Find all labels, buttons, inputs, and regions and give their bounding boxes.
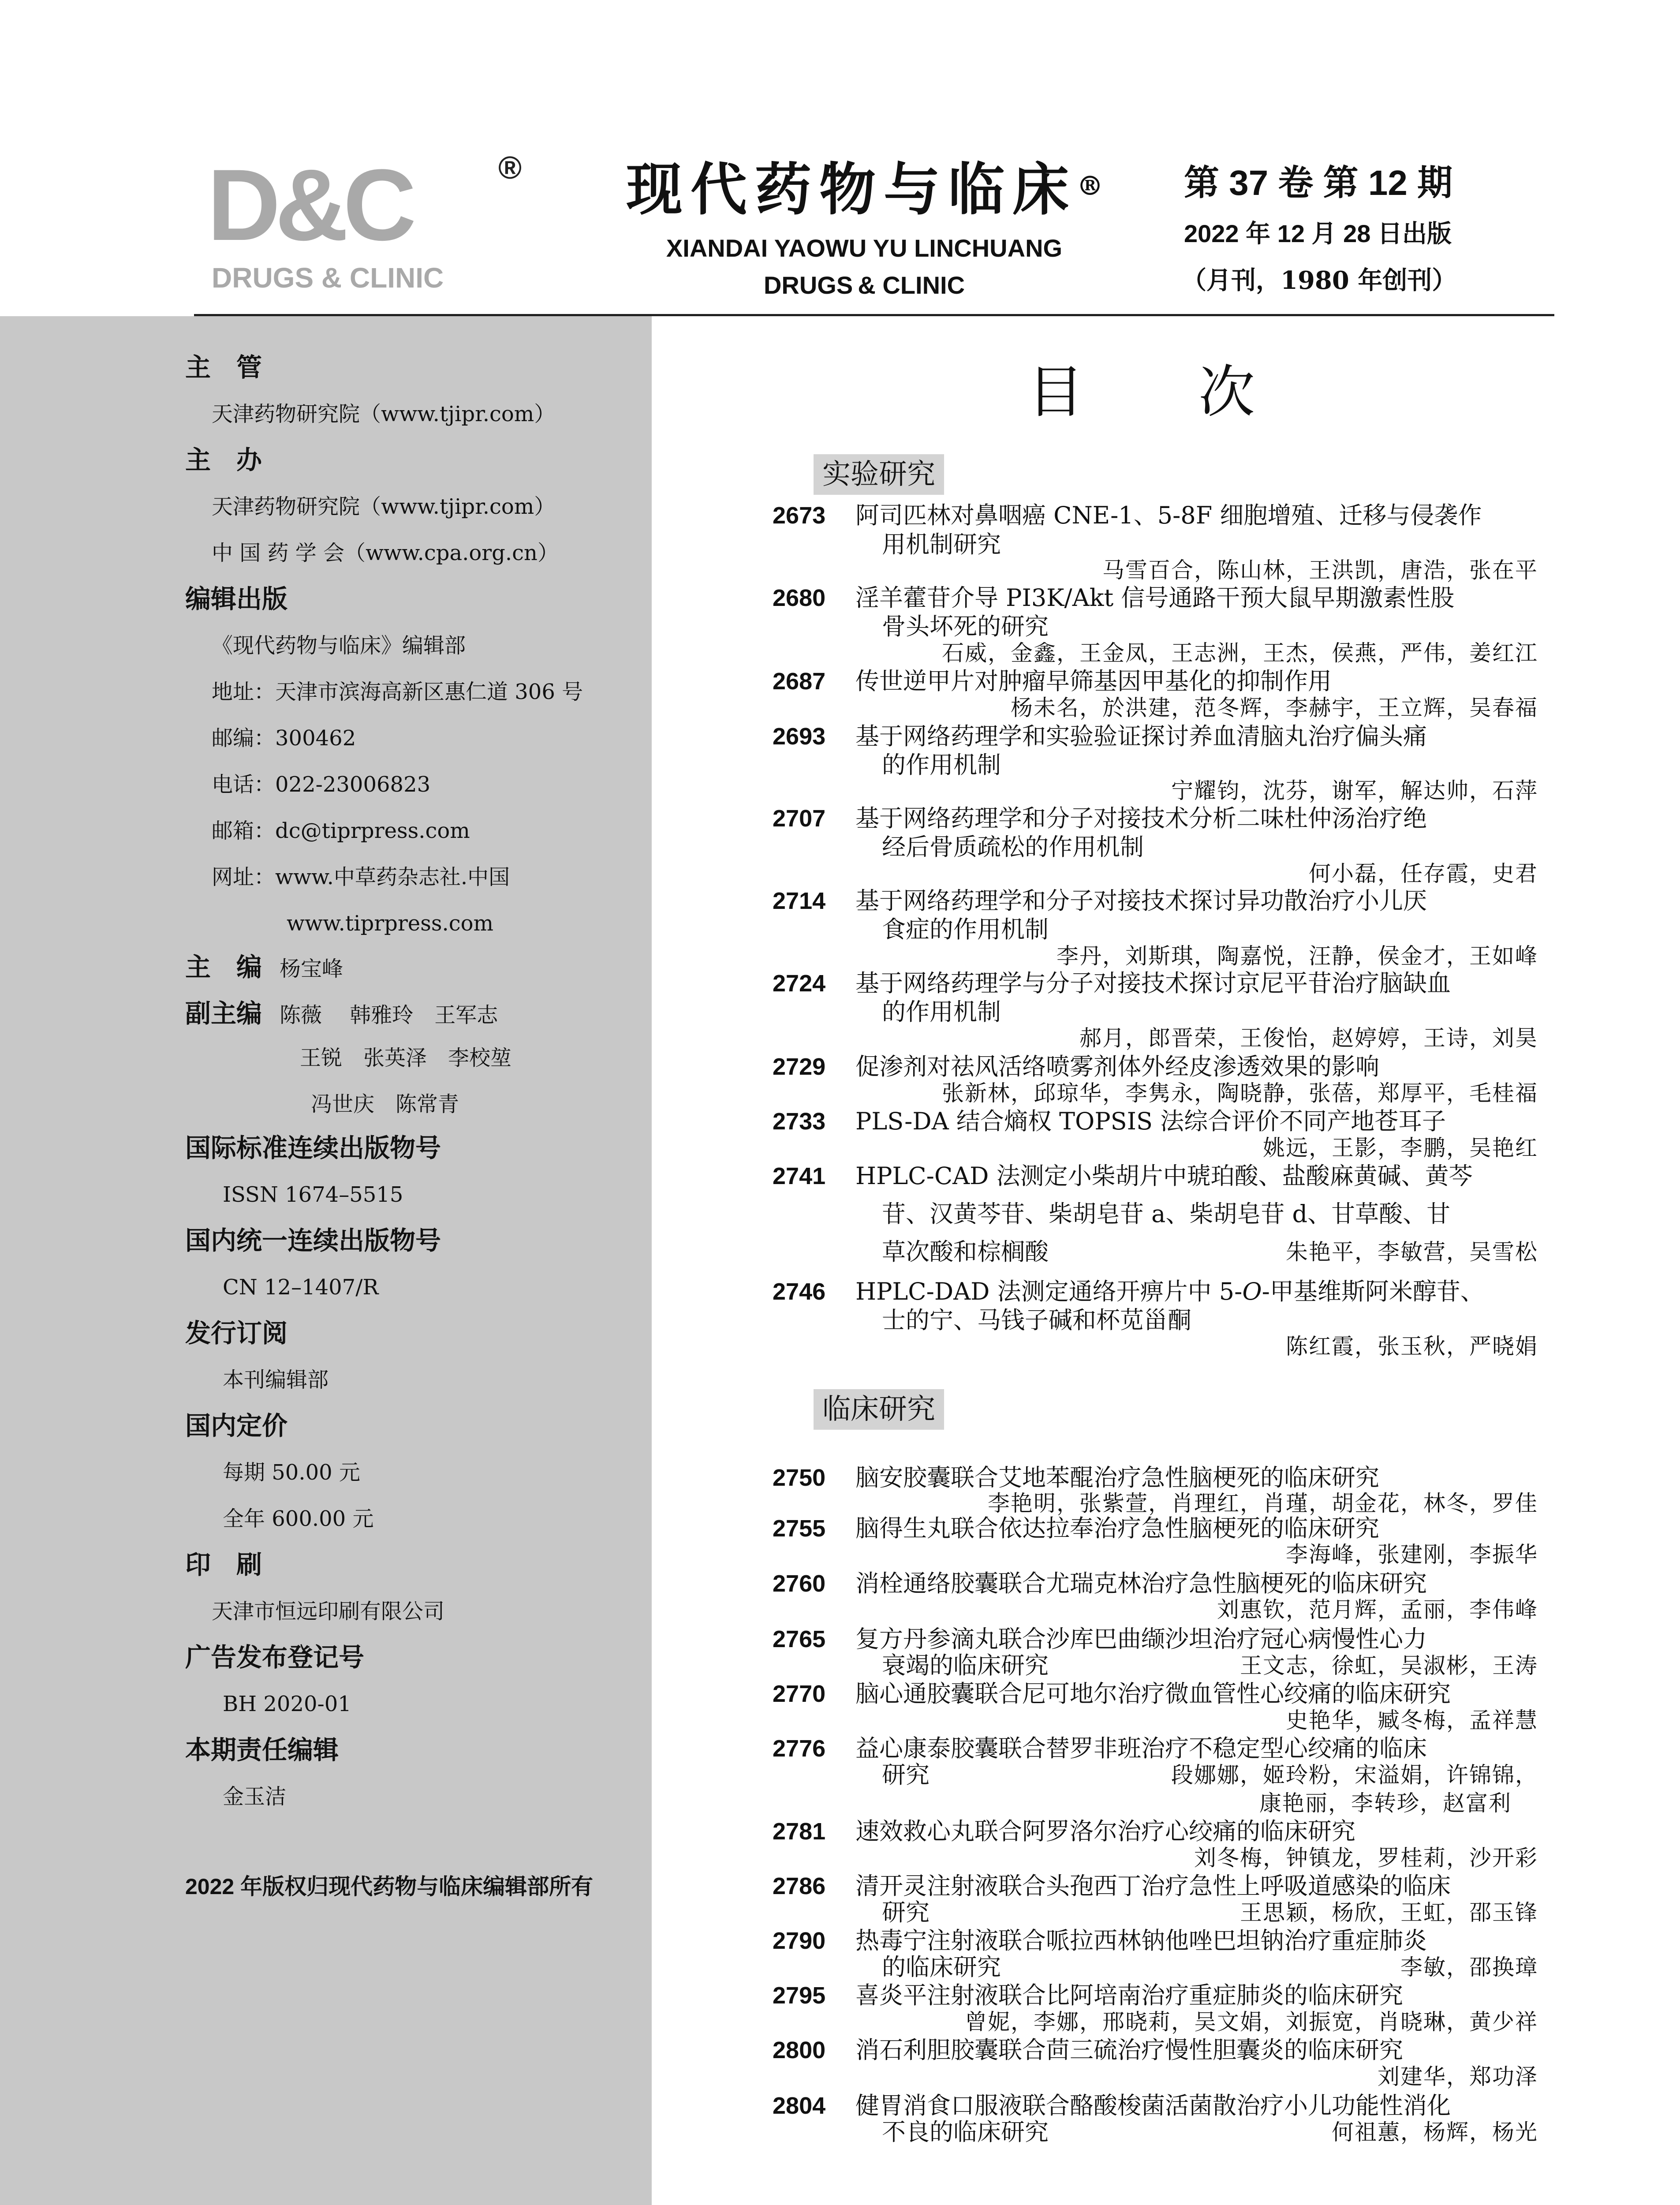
toc-page-number[interactable]: 2673 [773, 502, 826, 529]
toc-page-number[interactable]: 2776 [773, 1735, 826, 1762]
toc-page-number[interactable]: 2707 [773, 805, 826, 832]
toc-article-title-cont[interactable]: 衰竭的临床研究 [882, 1652, 1049, 1679]
toc-page-number[interactable]: 2800 [773, 2037, 826, 2063]
toc-authors: 何祖蕙，杨辉，杨光 [1332, 2119, 1538, 2145]
editor-publisher-heading: 编辑出版 [185, 584, 288, 614]
editor-in-chief [185, 951, 343, 985]
toc-article-title[interactable]: 益心康泰胶囊联合替罗非班治疗不稳定型心绞痛的临床 [855, 1734, 1427, 1762]
toc-article-title[interactable]: 基于网络药理学与分子对接技术探讨京尼平苷治疗脑缺血 [855, 969, 1451, 997]
ad-license-value: BH 2020-01 [223, 1692, 351, 1716]
logo-registered-mark: ® [498, 150, 522, 186]
masthead-sidebar [0, 316, 652, 2205]
toc-page-number[interactable]: 2755 [773, 1515, 826, 1542]
toc-article-title-cont[interactable]: 的临床研究 [882, 1953, 1001, 1981]
journal-title-chinese [626, 157, 1146, 223]
toc-page-number[interactable]: 2765 [773, 1626, 826, 1652]
toc-authors: 李丹，刘斯琪，陶嘉悦，汪静，侯金才，王如峰 [1057, 943, 1538, 969]
sponsor-heading: 主 办 [185, 445, 262, 475]
postcode: 邮编：300462 [212, 726, 356, 751]
toc-authors: 曾妮，李娜，邢晓莉，吴文娟，刘振宽，肖晓琳，黄少祥 [965, 2009, 1538, 2035]
sponsor-value-2: 中 国 药 学 会（www.cpa.org.cn） [212, 541, 559, 565]
toc-authors: 姚远，王影，李鹏，吴艳红 [1263, 1135, 1538, 1161]
subscription-heading: 发行订阅 [185, 1318, 288, 1348]
toc-authors: 刘冬梅，钟镇龙，罗桂莉，沙开彩 [1194, 1845, 1538, 1871]
website-2: www.tiprpress.com [287, 911, 494, 936]
toc-page-number[interactable]: 2750 [773, 1465, 826, 1491]
toc-authors: 朱艳平，李敏营，吴雪松 [1286, 1239, 1538, 1265]
toc-page-number[interactable]: 2786 [773, 1873, 826, 1899]
toc-authors: 陈红霞，张玉秋，严晓娟 [1286, 1334, 1538, 1359]
section-clinical-research: 临床研究 [814, 1389, 944, 1430]
toc-page-number[interactable]: 2795 [773, 1982, 826, 2009]
toc-article-title[interactable]: 喜炎平注射液联合比阿培南治疗重症肺炎的临床研究 [855, 1981, 1403, 2009]
price-heading: 国内定价 [185, 1411, 288, 1441]
toc-article-title[interactable]: 脑得生丸联合依达拉奉治疗急性脑梗死的临床研究 [855, 1514, 1379, 1542]
toc-page-number[interactable]: 2790 [773, 1928, 826, 1954]
toc-article-title[interactable]: 速效救心丸联合阿罗洛尔治疗心绞痛的临床研究 [855, 1817, 1355, 1845]
toc-article-title-cont[interactable]: 草次酸和棕榈酸 [882, 1238, 1049, 1266]
toc-page-number[interactable]: 2687 [773, 668, 826, 695]
toc-authors: 段娜娜，姬玲粉，宋溢娟，许锦锦， [1171, 1762, 1538, 1788]
deputy-editors-names-1: 陈薇 韩雅玲 王军志 [280, 1003, 498, 1028]
toc-page-number[interactable]: 2781 [773, 1818, 826, 1845]
toc-article-title-cont[interactable]: 研究 [882, 1899, 930, 1926]
issn-value: ISSN 1674–5515 [223, 1182, 403, 1207]
toc-title-part: HPLC-DAD 法测定通络开痹片中 5- [855, 1278, 1243, 1305]
toc-article-title[interactable]: PLS-DA 结合熵权 TOPSIS 法综合评价不同产地苍耳子 [855, 1107, 1446, 1135]
toc-article-title[interactable]: 清开灵注射液联合头孢西丁治疗急性上呼吸道感染的临床 [855, 1872, 1451, 1900]
journal-logo [207, 148, 522, 313]
toc-article-title[interactable]: 基于网络药理学和分子对接技术探讨异功散治疗小儿厌 [855, 887, 1427, 915]
toc-page-number[interactable]: 2770 [773, 1681, 826, 1707]
toc-page-number[interactable]: 2693 [773, 723, 826, 750]
publication-date: 2022 年 12 月 28 日出版 [1184, 220, 1452, 247]
website-1: 网址：www.中草药杂志社.中国 [212, 865, 510, 889]
toc-article-title-cont[interactable]: 骨头坏死的研究 [882, 613, 1049, 640]
ad-license-heading: 广告发布登记号 [185, 1642, 365, 1672]
editorial-office: 《现代药物与临床》编辑部 [212, 633, 466, 658]
toc-article-title-cont[interactable]: 士的宁、马钱子碱和杯苋甾酮 [882, 1306, 1191, 1334]
printer-value: 天津市恒远印刷有限公司 [212, 1599, 445, 1624]
printer-heading: 印 刷 [185, 1550, 262, 1580]
toc-article-title[interactable]: 热毒宁注射液联合哌拉西林钠他唑巴坦钠治疗重症肺炎 [855, 1927, 1427, 1955]
toc-article-title-cont[interactable]: 用机制研究 [882, 531, 1001, 558]
toc-page-number[interactable]: 2714 [773, 888, 826, 914]
toc-article-title[interactable]: 脑安胶囊联合艾地苯醌治疗急性脑梗死的临床研究 [855, 1464, 1379, 1491]
copyright-notice: 2022 年版权归现代药物与临床编辑部所有 [185, 1874, 594, 1899]
toc-authors: 郝月，郎晋荣，王俊怡，赵婷婷，王诗，刘昊 [1079, 1025, 1538, 1051]
responsible-editor-value: 金玉洁 [223, 1784, 287, 1809]
toc-authors: 史艳华，臧冬梅，孟祥慧 [1286, 1708, 1538, 1733]
toc-authors: 杨未名，於洪建，范冬辉，李赫宇，王立辉，吴春福 [1011, 695, 1538, 721]
toc-title-part: -甲基维斯阿米醇苷、 [1262, 1278, 1484, 1305]
subscription-value: 本刊编辑部 [223, 1368, 329, 1392]
toc-article-title[interactable]: 复方丹参滴丸联合沙库巴曲缬沙坦治疗冠心病慢性心力 [855, 1625, 1427, 1653]
toc-authors: 刘惠钦，范月辉，孟丽，李伟峰 [1217, 1597, 1538, 1622]
toc-article-title[interactable]: 健胃消食口服液联合酪酸梭菌活菌散治疗小儿功能性消化 [855, 2092, 1451, 2119]
toc-authors: 王思颖，杨欣，王虹，邵玉锋 [1240, 1900, 1538, 1925]
toc-authors: 张新林，邱琼华，李隽永，陶晓静，张蓓，郑厚平，毛桂福 [942, 1080, 1538, 1106]
toc-page-number[interactable]: 2804 [773, 2093, 826, 2119]
section-experimental-research: 实验研究 [814, 454, 944, 495]
price-per-issue: 每期 50.00 元 [223, 1460, 360, 1485]
responsible-editor-heading: 本期责任编辑 [185, 1735, 339, 1765]
journal-title-english: DRUGS & CLINIC [763, 271, 965, 299]
deputy-editors-names-3: 冯世庆 陈常青 [311, 1092, 459, 1117]
toc-article-title[interactable]: 基于网络药理学和实验验证探讨养血清脑丸治疗偏头痛 [855, 722, 1427, 750]
toc-article-title[interactable] [855, 1277, 1539, 1306]
email: 邮箱：dc@tiprpress.com [212, 818, 470, 843]
toc-authors: 王文志，徐虹，吴淑彬，王涛 [1240, 1653, 1538, 1678]
toc-page-number[interactable]: 2733 [773, 1108, 826, 1135]
toc-page-number[interactable]: 2760 [773, 1570, 826, 1597]
price-per-year: 全年 600.00 元 [223, 1506, 374, 1531]
toc-article-title[interactable]: 传世逆甲片对肿瘤早筛基因甲基化的抑制作用 [855, 667, 1332, 695]
toc-article-title[interactable]: 淫羊藿苷介导 PI3K/Akt 信号通路干预大鼠早期激素性股 [855, 584, 1455, 612]
toc-title-italic: O [1242, 1278, 1262, 1305]
toc-article-title[interactable]: 消石利胆胶囊联合茴三硫治疗慢性胆囊炎的临床研究 [855, 2036, 1403, 2064]
toc-article-title[interactable]: 阿司匹林对鼻咽癌 CNE-1、5-8F 细胞增殖、迁移与侵袭作 [855, 501, 1482, 529]
deputy-editors-label: 副主编 [185, 998, 262, 1028]
sponsor-value-1: 天津药物研究院（www.tjipr.com） [212, 494, 556, 519]
address: 地址：天津市滨海高新区惠仁道 306 号 [212, 680, 583, 704]
cn-heading: 国内统一连续出版物号 [185, 1226, 441, 1256]
toc-authors: 李海峰，张建刚，李振华 [1286, 1542, 1538, 1567]
deputy-editors [185, 998, 498, 1031]
journal-title-text: 现代药物与临床 [626, 157, 1077, 223]
supervisor-heading: 主 管 [185, 352, 262, 382]
logo-subtitle: DRUGS & CLINIC [212, 262, 444, 294]
toc-page-number[interactable]: 2680 [773, 585, 826, 611]
toc-authors: 李艳明，张紫萱，肖理红，肖瑾，胡金花，林冬，罗佳 [988, 1491, 1538, 1516]
cn-value: CN 12–1407/R [223, 1275, 379, 1300]
toc-article-title[interactable]: 消栓通络胶囊联合尤瑞克林治疗急性脑梗死的临床研究 [855, 1570, 1427, 1597]
toc-page-number[interactable]: 2724 [773, 970, 826, 997]
toc-article-title[interactable]: 基于网络药理学和分子对接技术分析二味杜仲汤治疗绝 [855, 804, 1427, 832]
toc-article-title[interactable]: 脑心通胶囊联合尼可地尔治疗微血管性心绞痛的临床研究 [855, 1680, 1451, 1708]
toc-article-title-cont[interactable]: 食症的作用机制 [882, 916, 1049, 943]
deputy-editors-names-2: 王锐 张英泽 李校堃 [300, 1046, 512, 1070]
toc-authors: 李敏，邵换璋 [1400, 1955, 1538, 1980]
toc-authors: 刘建华，郑功泽 [1378, 2064, 1538, 2089]
toc-article-title-cont[interactable]: 经后骨质疏松的作用机制 [882, 833, 1144, 861]
publication-frequency: （月刊，1980 年创刊） [1182, 266, 1457, 295]
toc-authors: 康艳丽，李转珍，赵富利 [1259, 1790, 1512, 1816]
logo-mark: D&C [207, 148, 411, 262]
toc-authors: 马雪百合，陈山林，王洪凯，唐浩，张在平 [1102, 557, 1538, 583]
toc-article-title-cont[interactable]: 的作用机制 [882, 751, 1001, 779]
contents-title: 目次 [1027, 359, 1370, 425]
editor-in-chief-label: 主 编 [185, 952, 262, 982]
title-registered-mark: ® [1077, 171, 1112, 202]
toc-page-number[interactable]: 2741 [773, 1163, 826, 1189]
journal-title-pinyin: XIANDAI YAOWU YU LINCHUANG [666, 234, 1063, 262]
toc-page-number[interactable]: 2729 [773, 1054, 826, 1080]
supervisor-value: 天津药物研究院（www.tjipr.com） [212, 402, 556, 426]
toc-page-number[interactable]: 2746 [773, 1278, 826, 1305]
volume-issue: 第 37 卷 第 12 期 [1184, 163, 1453, 202]
toc-article-title-cont[interactable]: 不良的临床研究 [882, 2118, 1049, 2146]
toc-authors: 何小磊，任存霞，史君 [1309, 861, 1538, 886]
phone: 电话：022-23006823 [212, 772, 431, 797]
issn-heading: 国际标准连续出版物号 [185, 1133, 441, 1163]
toc-article-title-cont[interactable]: 苷、汉黄芩苷、柴胡皂苷 a、柴胡皂苷 d、甘草酸、甘 [882, 1200, 1451, 1228]
toc-authors: 石威，金鑫，王金凤，王志洲，王杰，侯燕，严伟，姜红江 [942, 640, 1538, 666]
toc-article-title-cont[interactable]: 研究 [882, 1761, 930, 1789]
toc-authors: 宁耀钧，沈芬，谢军，解达帅，石萍 [1171, 778, 1538, 804]
editor-in-chief-name: 杨宝峰 [280, 957, 343, 981]
toc-article-title[interactable]: HPLC-CAD 法测定小柴胡片中琥珀酸、盐酸麻黄碱、黄芩 [855, 1162, 1473, 1190]
toc-article-title-cont[interactable]: 的作用机制 [882, 998, 1001, 1026]
toc-article-title[interactable]: 促渗剂对祛风活络喷雾剂体外经皮渗透效果的影响 [855, 1053, 1379, 1080]
